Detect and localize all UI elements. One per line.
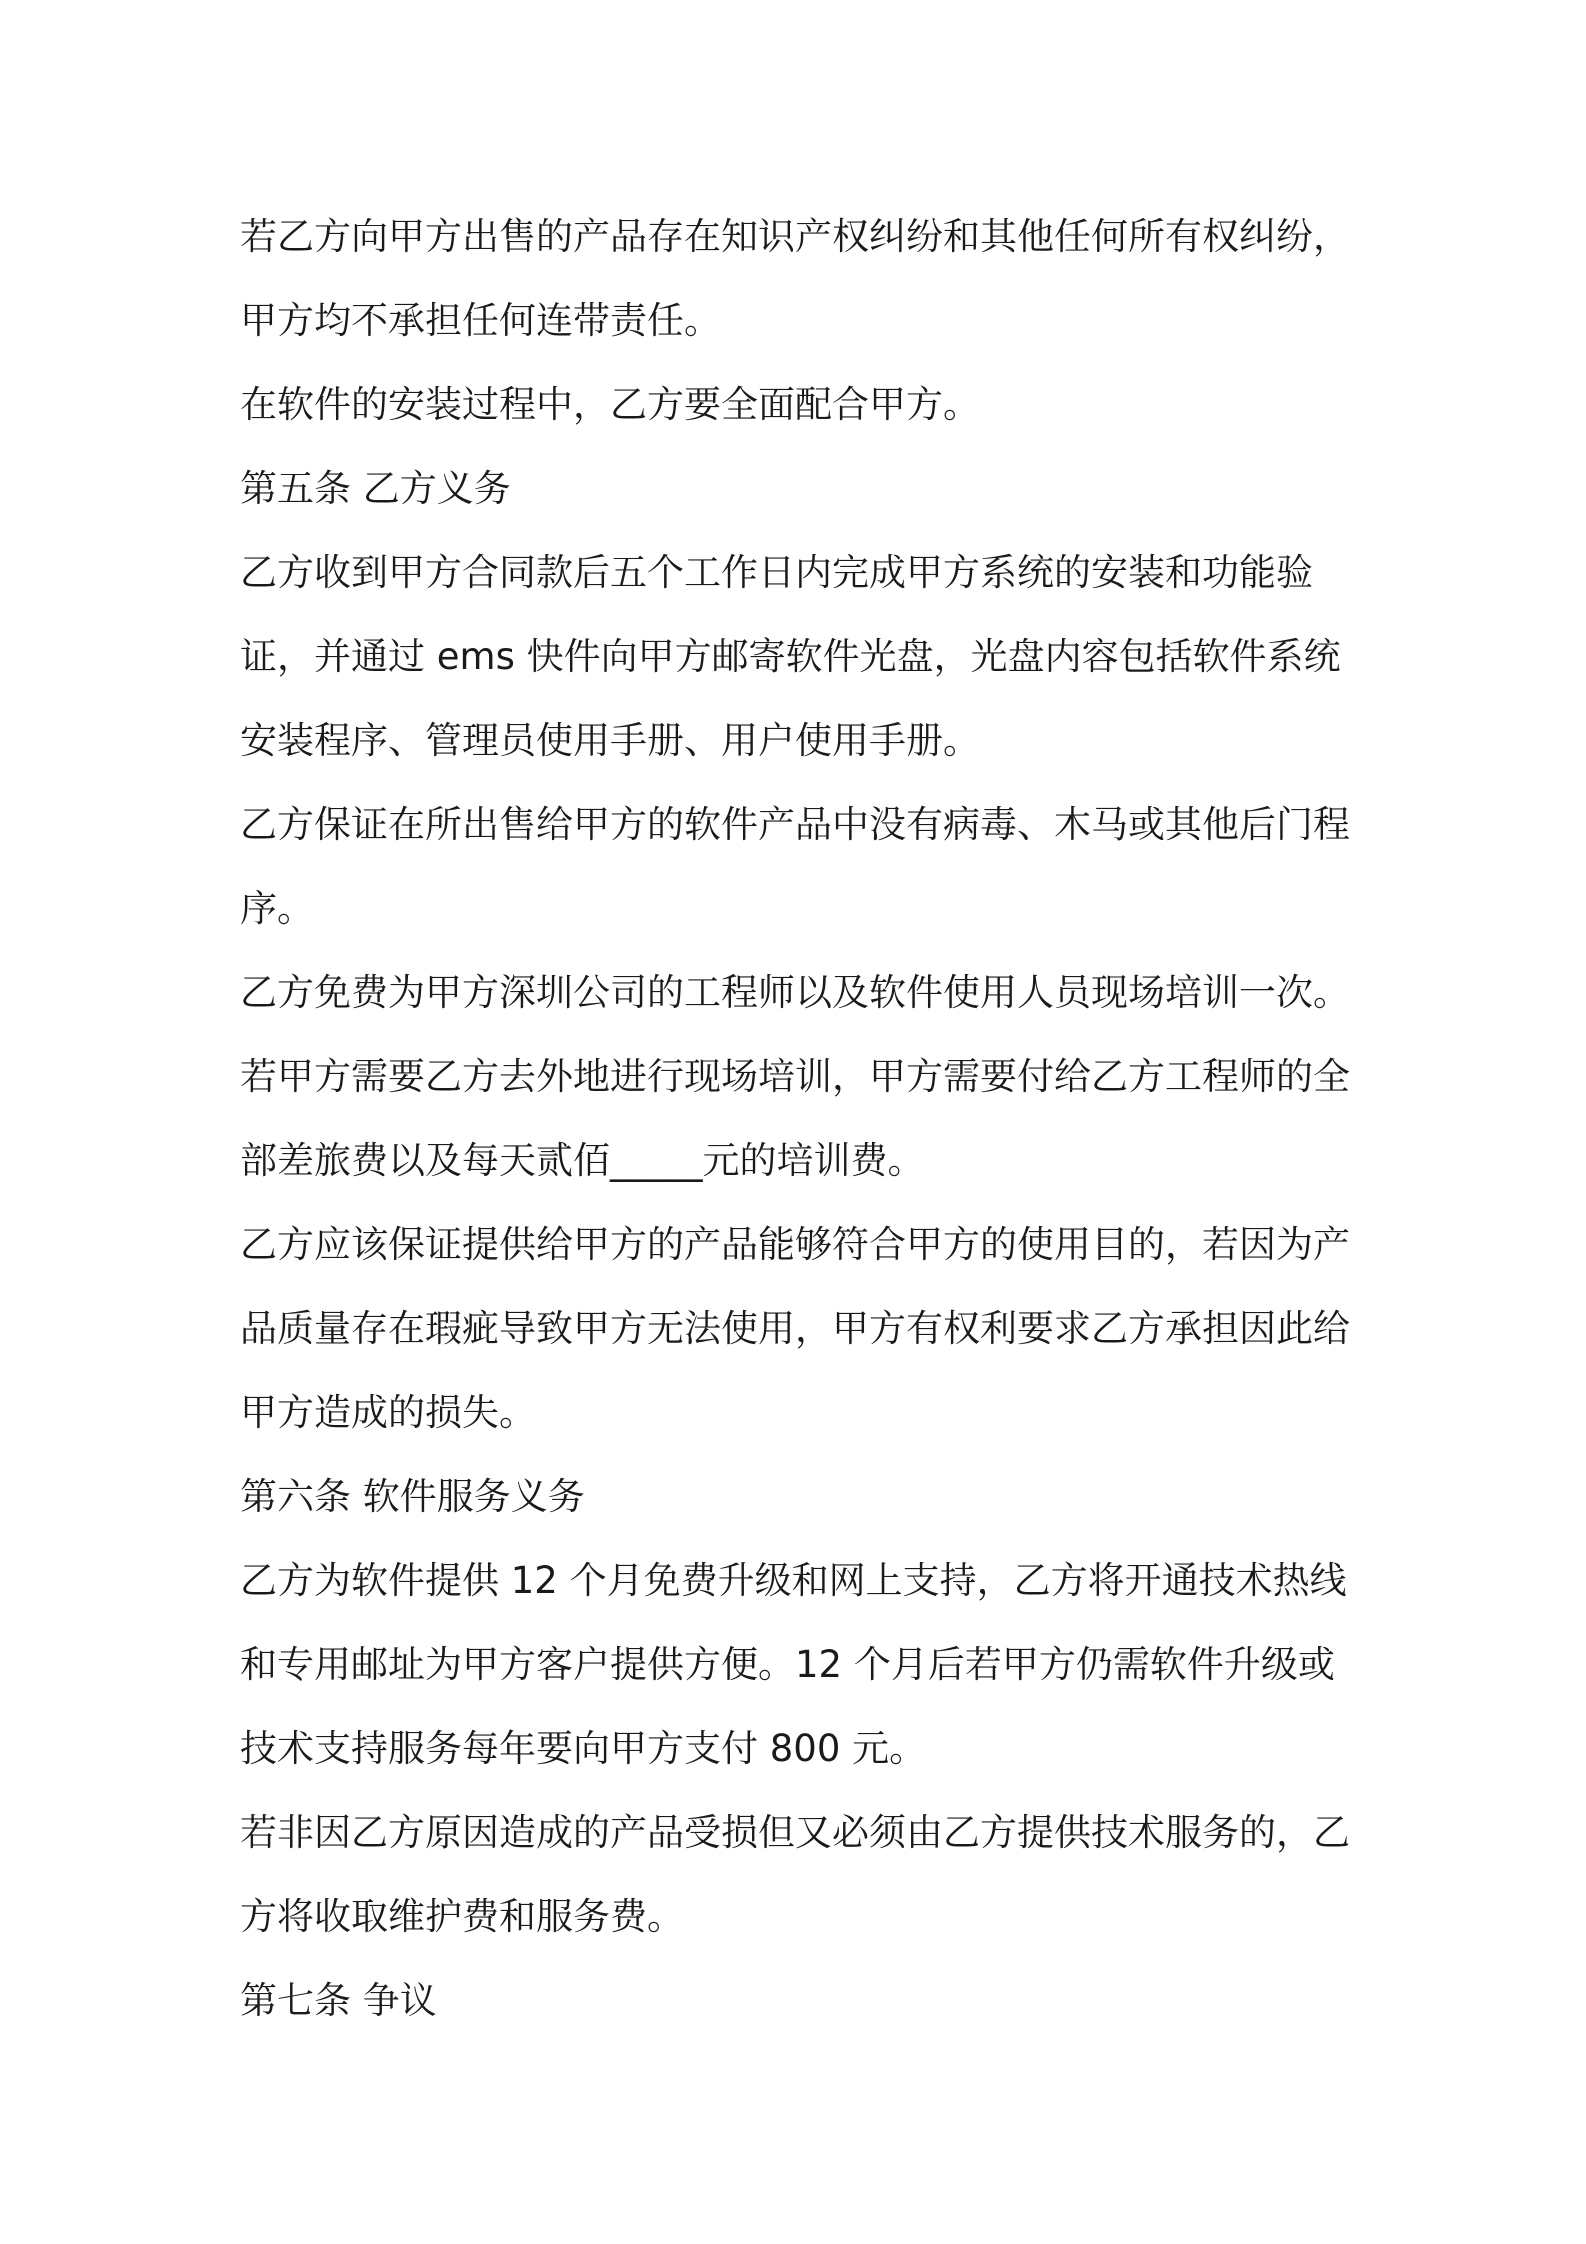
article-5-heading: 第五条 乙方义务 [240, 467, 511, 510]
clause-offsite-training: 若甲方需要乙方去外地进行现场培训，甲方需要付给乙方工程师的全部差旅费以及每天贰佰_____元的培训费。 [240, 1055, 1350, 1182]
clause-free-training: 乙方免费为甲方深圳公司的工程师以及软件使用人员现场培训一次。 [240, 971, 1350, 1014]
article-6-heading: 第六条 软件服务义务 [240, 1475, 585, 1518]
article-7-heading: 第七条 争议 [240, 1979, 437, 2022]
clause-no-malware: 乙方保证在所出售给甲方的软件产品中没有病毒、木马或其他后门程序。 [240, 803, 1350, 930]
document-body [240, 195, 1360, 2043]
clause-installation-delivery: 乙方收到甲方合同款后五个工作日内完成甲方系统的安装和功能验证，并通过 ems 快件向甲方邮寄软件光盘，光盘内容包括软件系统安装程序、管理员使用手册、用户使用手册。 [240, 551, 1341, 762]
clause-quality-guarantee: 乙方应该保证提供给甲方的产品能够符合甲方的使用目的，若因为产品质量存在瑕疵导致甲方无法使用，甲方有权利要求乙方承担因此给甲方造成的损失。 [240, 1223, 1350, 1434]
clause-maintenance-fees: 若非因乙方原因造成的产品受损但又必须由乙方提供技术服务的，乙方将收取维护费和服务费。 [240, 1811, 1350, 1938]
clause-ip-disputes: 若乙方向甲方出售的产品存在知识产权纠纷和其他任何所有权纠纷，甲方均不承担任何连带责任。 [240, 215, 1350, 342]
clause-installation-cooperation: 在软件的安装过程中，乙方要全面配合甲方。 [240, 383, 980, 426]
clause-free-upgrades: 乙方为软件提供 12 个月免费升级和网上支持，乙方将开通技术热线和专用邮址为甲方客户提供方便。12 个月后若甲方仍需软件升级或技术支持服务每年要向甲方支付 800 元。 [240, 1559, 1347, 1770]
